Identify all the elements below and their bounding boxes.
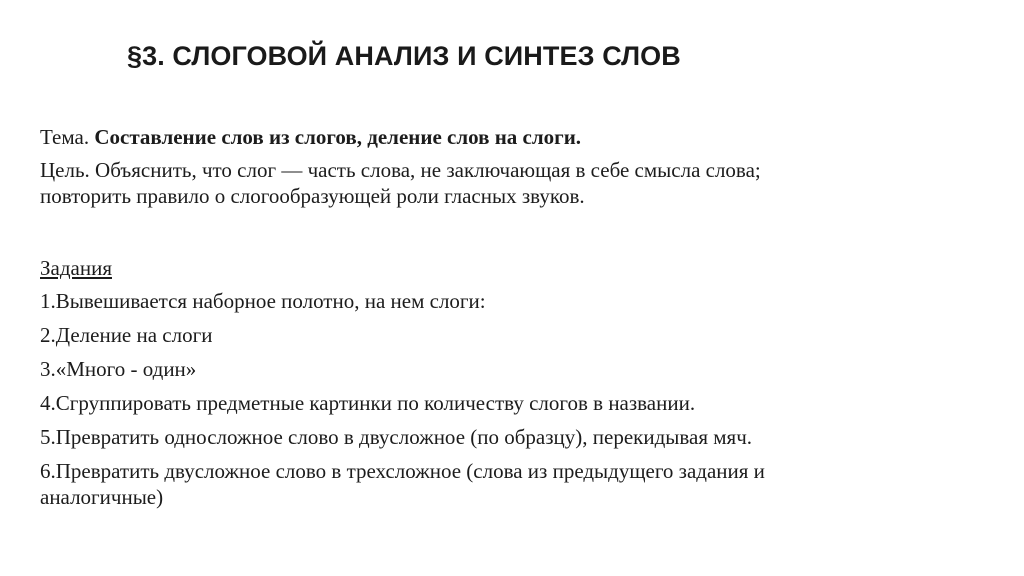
task-item-6 <box>40 458 940 510</box>
tasks-heading: Задания <box>40 256 112 280</box>
task-item-3: 3.«Много - один» <box>40 357 197 381</box>
task-item-6-line2: аналогичные) <box>40 485 164 509</box>
goal-text-line1: Объяснить, что слог — часть слова, не заключающая в себе смысла слова; <box>95 158 761 182</box>
slide-title: §3. СЛОГОВОЙ АНАЛИЗ И СИНТЕЗ СЛОВ <box>127 41 681 71</box>
topic-line <box>40 124 940 150</box>
goal-text-line2: повторить правило о слогообразующей роли гласных звуков. <box>40 184 585 208</box>
task-item-4: 4.Сгруппировать предметные картинки по количеству слогов в названии. <box>40 391 696 415</box>
goal-paragraph <box>40 157 940 209</box>
goal-label: Цель. <box>40 158 96 182</box>
topic-text: Составление слов из слогов, деление слов на слоги. <box>94 125 582 149</box>
task-item-2: 2.Деление на слоги <box>40 323 213 347</box>
task-item-1: 1.Вывешивается наборное полотно, на нем слоги: <box>40 289 486 313</box>
slide-body <box>40 124 940 518</box>
task-item-6-line1: 6.Превратить двусложное слово в трехсложное (слова из предыдущего задания и <box>40 459 765 483</box>
task-item-5: 5.Превратить односложное слово в двусложное (по образцу), перекидывая мяч. <box>40 425 753 449</box>
topic-label: Тема. <box>40 125 95 149</box>
